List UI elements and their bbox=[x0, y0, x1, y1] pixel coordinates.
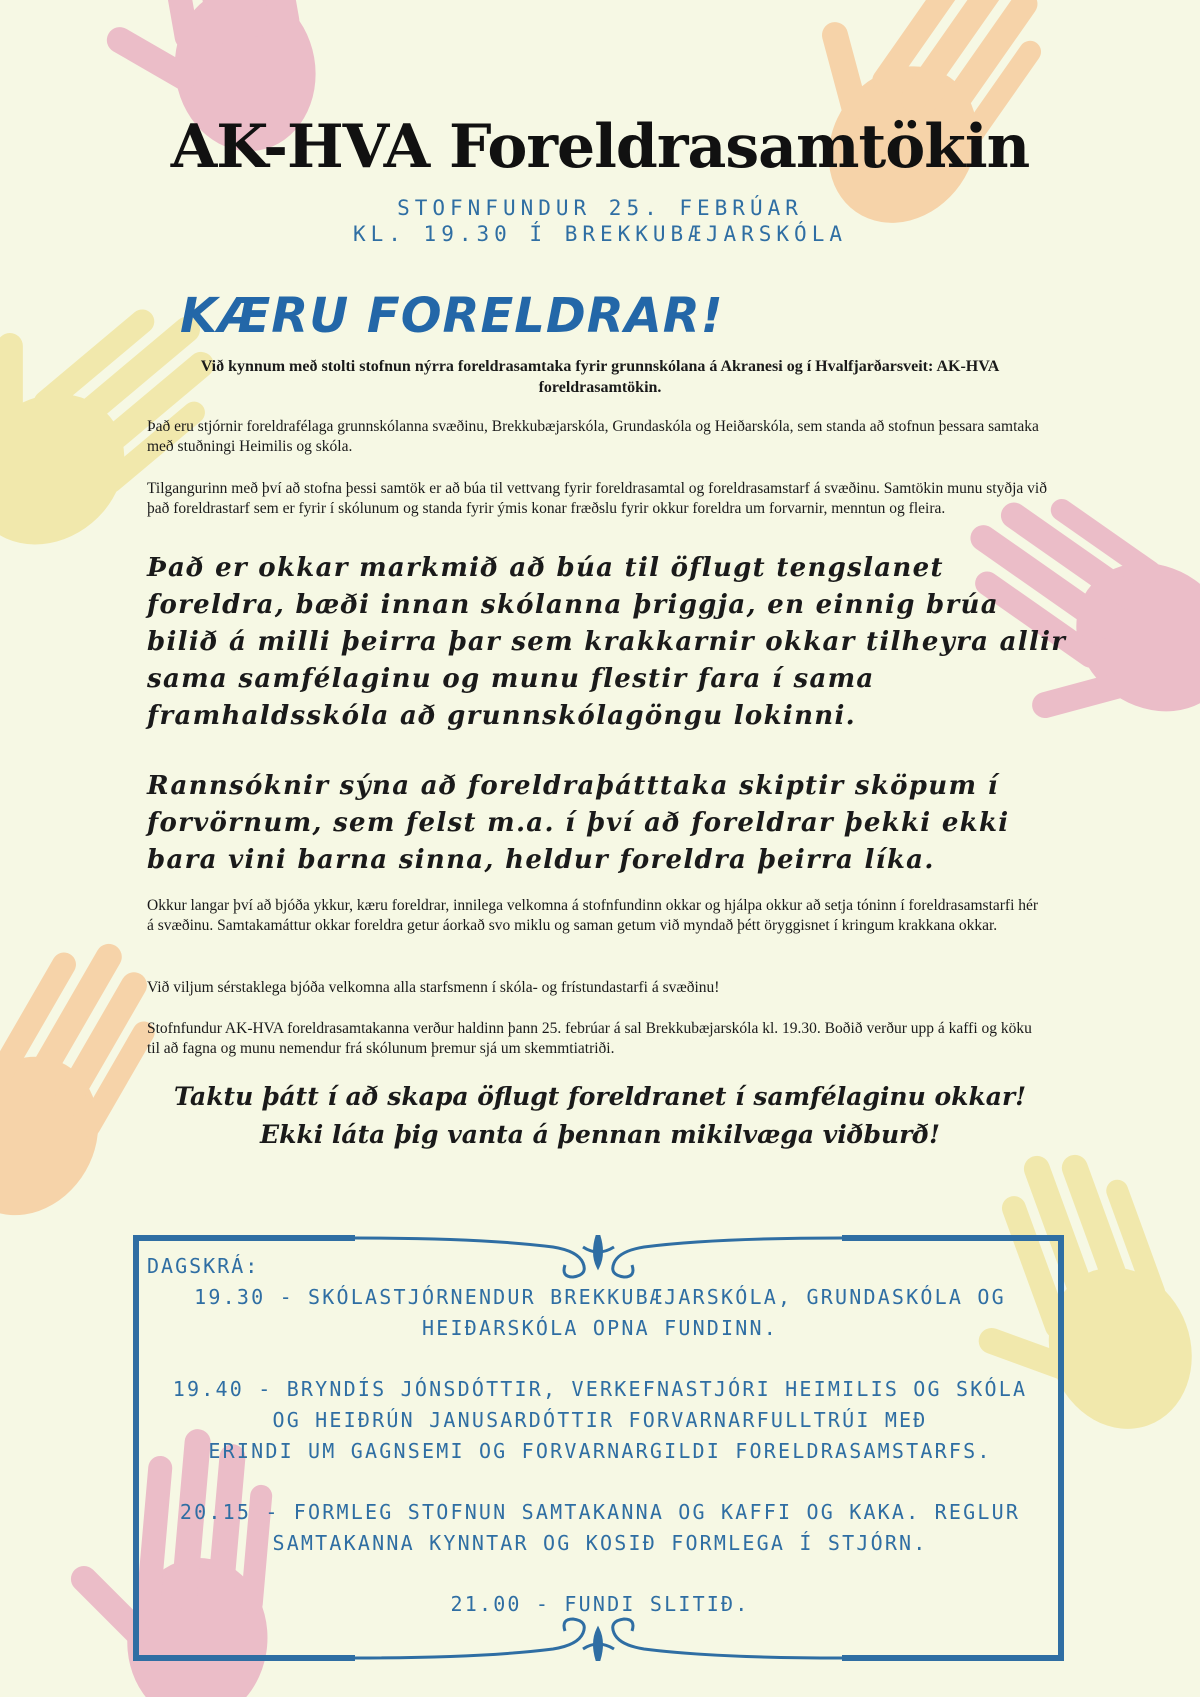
flourish-ornament-bottom-icon bbox=[355, 1619, 842, 1661]
agenda-item-2015: 20.15 - FORMLEG STOFNUN SAMTAKANNA OG KAFFI OG KAKA. REGLUR SAMTAKANNA KYNNTAR OG KOSIÐ FORMLEGA Í STJÓRN. bbox=[179, 1500, 1021, 1555]
agenda-item-1930: 19.30 - SKÓLASTJÓRNENDUR BREKKUBÆJARSKÓLA, GRUNDASKÓLA OG HEIÐARSKÓLA OPNA FUNDINN. bbox=[194, 1285, 1006, 1340]
highlight-goal: Það er okkar markmið að búa til öflugt tengslanet foreldra, bæði innan skólanna þriggja, en einnig brúa bilið á milli þeirra þar sem krakkarnir okkar tilheyra allir sama samfélaginu og munu flestir fara í sama framhaldsskóla að grunnskólagöngu lokinni. bbox=[147, 553, 1067, 731]
call-to-action bbox=[120, 1078, 1080, 1154]
lead-paragraph: Við kynnum með stolti stofnun nýrra foreldrasamtaka fyrir grunnskólana á Akranesi og í Hvalfjarðarsveit: AK-HVA foreldrasamtökin. bbox=[200, 358, 1000, 396]
highlight-research: Rannsóknir sýna að foreldraþátttaka skiptir sköpum í forvörnum, sem felst m.a. í því að foreldrar þekki ekki bara vini barna sinna, heldur foreldra þeirra líka. bbox=[147, 771, 1010, 875]
agenda-item-2100: 21.00 - FUNDI SLITIÐ. bbox=[450, 1592, 750, 1616]
event-time-location: KL. 19.30 Í BREKKUBÆJARSKÓLA bbox=[352, 222, 847, 246]
paragraph-meeting-details: Stofnfundur AK-HVA foreldrasamtakanna verður haldinn þann 25. febrúar á sal Brekkubæjarskóla kl. 19.30. Boðið verður upp á kaffi og köku til að fagna og munu nemendur frá skólunum þremur sjá um skemmtiatriði. bbox=[147, 1020, 1032, 1057]
paragraph-organizers: Það eru stjórnir foreldrafélaga grunnskólanna svæðinu, Brekkubæjarskóla, Grundaskóla og Heiðarskóla, sem standa að stofnun þessara samtaka með stuðningi Heimilis og skóla. bbox=[147, 418, 1039, 455]
page-title: AK-HVA Foreldrasamtökin bbox=[170, 112, 1030, 182]
paragraph-staff-welcome: Við viljum sérstaklega bjóða velkomna alla starfsmenn í skóla- og frístundastarfi á svæðinu! bbox=[147, 979, 720, 996]
cta-line-1: Taktu þátt í að skapa öflugt foreldranet í samfélaginu okkar! bbox=[173, 1082, 1027, 1111]
paragraph-invitation: Okkur langar því að bjóða ykkur, kæru foreldrar, innilega velkomna á stofnfundinn okkar og hjálpa okkur að setja tóninn í foreldrasamstarfi hér á svæðinu. Samtakamáttur okkar foreldra getur áorkað svo miklu og saman getum við myndað þétt öryggisnet í kringum krakkana okkar. bbox=[147, 897, 1039, 934]
greeting-heading: KÆRU FORELDRAR! bbox=[180, 288, 724, 344]
cta-line-2: Ekki láta þig vanta á þennan mikilvæga viðburð! bbox=[260, 1120, 940, 1149]
paragraph-purpose: Tilgangurinn með því að stofna þessi samtök er að búa til vettvang fyrir foreldrasamtal og foreldrasamstarf á svæðinu. Samtökin munu styðja við það foreldrastarf sem er fyrir í skólunum og standa fyrir ýmis konar fræðslu fyrir okkur foreldra um forvarnir, menntun og fleira. bbox=[147, 480, 1047, 517]
agenda-item-1940: 19.40 - BRYNDÍS JÓNSDÓTTIR, VERKEFNASTJÓRI HEIMILIS OG SKÓLA OG HEIÐRÚN JANUSARDÓTTIR FORVARNARFULLTRÚI MEÐ ERINDI UM GAGNSEMI OG FORVARNARGILDI FORELDRASAMSTARFS. bbox=[172, 1377, 1028, 1463]
event-date: STOFNFUNDUR 25. FEBRÚAR bbox=[397, 196, 803, 220]
agenda-title: DAGSKRÁ: bbox=[147, 1254, 260, 1278]
flourish-ornament-icon bbox=[355, 1235, 842, 1277]
